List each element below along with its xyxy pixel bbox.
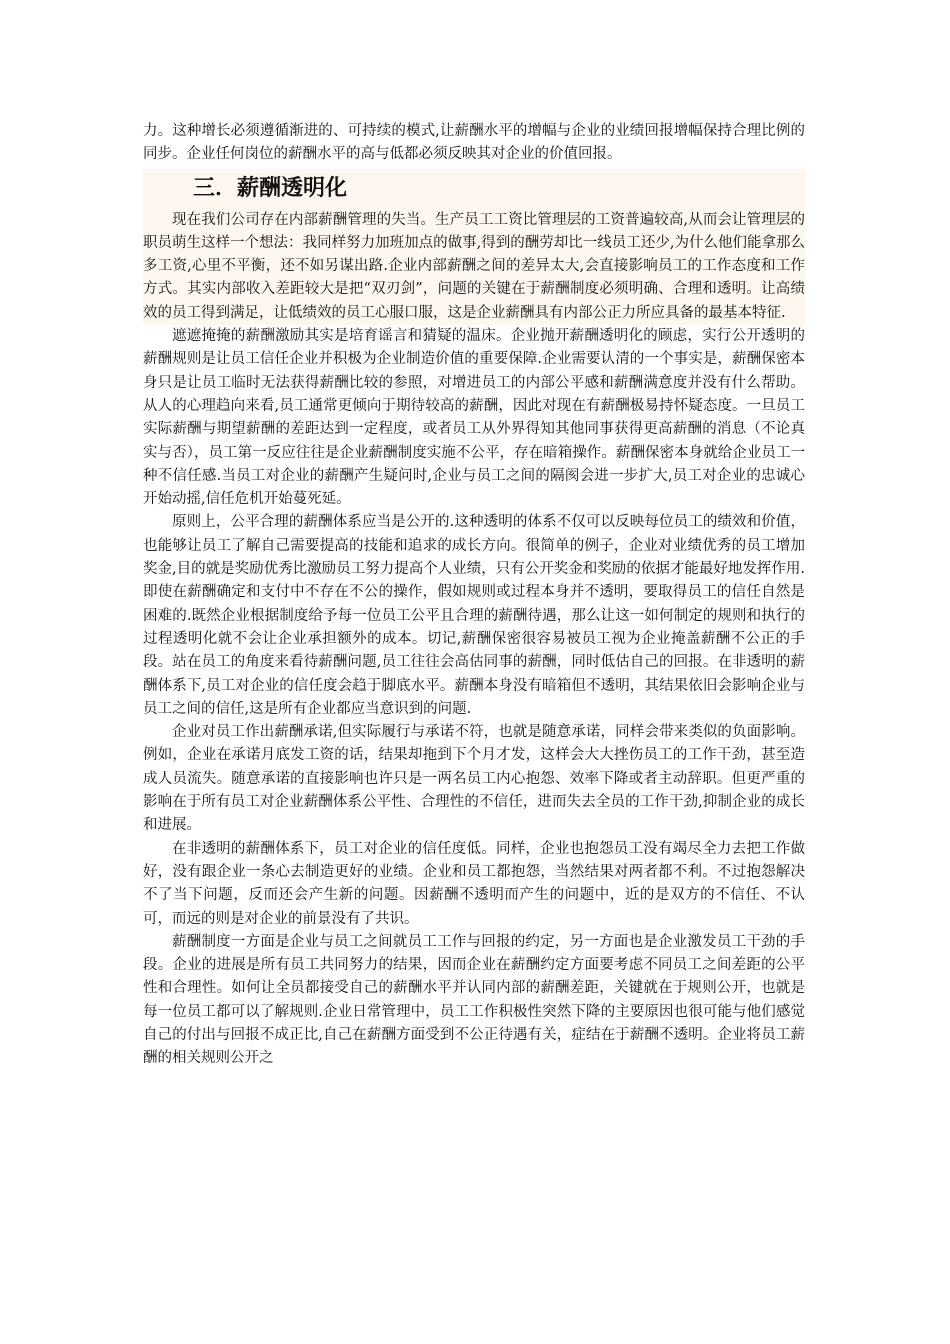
paragraph-1: 现在我们公司存在内部薪酬管理的失当。生产员工工资比管理层的工资普遍较高,从而会让管理层的职员萌生这样一个想法：我同样努力加班加点的做事,得到的酬劳却比一线员工还少,为什么他们能拿那么多工资,心里不平衡，还不如另谋出路.企业内部薪酬之间的差异太大,会直接影响员工的工作态度和工作方式。其实内部收入差距较大是把“双刃剑”，问题的关键在于薪酬制度必须明确、合理和透明。让高绩效的员工得到满足，让低绩效的员工心服口服，这是企业薪酬具有内部公正力所应具备的最基本特征. xyxy=(143,211,805,321)
intro-paragraph: 力。这种增长必须遵循渐进的、可持续的模式,让薪酬水平的增幅与企业的业绩回报增幅保持合理比例的同步。企业任何岗位的薪酬水平的高与低都必须反映其对企业的价值回报。 xyxy=(143,123,805,163)
paragraph-6: 薪酬制度一方面是企业与员工之间就员工工作与回报的约定，另一方面也是企业激发员工干劲的手段。企业的进展是所有员工共同努力的结果，因而企业在薪酬约定方面要考虑不同员工之间差距的公平性和合理性。如何让全员都接受自己的薪酬水平并认同内部的薪酬差距，关键就在于规则公开，也就是每一位员工都可以了解规则.企业日常管理中，员工工作积极性突然下降的主要原因也很可能与他们感觉自己的付出与回报不成正比,自己在薪酬方面受到不公正待遇有关，症结在于薪酬不透明。企业将员工薪酬的相关规则公开之 xyxy=(143,933,805,1067)
paragraph-2: 遮遮掩掩的薪酬激励其实是培育谣言和猜疑的温床。企业抛开薪酬透明化的顾虑，实行公开透明的薪酬规则是让员工信任企业并积极为企业制造价值的重要保障.企业需要认清的一个事实是，薪酬保密本身只是让员工临时无法获得薪酬比较的参照，对增进员工的内部公平感和薪酬满意度并没有什么帮助。从人的心理趋向来看,员工通常更倾向于期待较高的薪酬，因此对现在有薪酬极易持怀疑态度。一旦员工实际薪酬与期望薪酬的差距达到一定程度，或者员工从外界得知其他同事获得更高薪酬的消息（不论真实与否），员工第一反应往往是企业薪酬制度实施不公平，存在暗箱操作。薪酬保密本身就给企业员工一种不信任感.当员工对企业的薪酬产生疑问时,企业与员工之间的隔阂会进一步扩大,员工对企业的忠诚心开始动摇,信任危机开始蔓死延。 xyxy=(143,328,805,508)
paragraph-3: 原则上，公平合理的薪酬体系应当是公开的.这种透明的体系不仅可以反映每位员工的绩效和价值，也能够让员工了解自己需要提高的技能和追求的成长方向。很简单的例子，企业对业绩优秀的员工增加奖金,目的就是奖励优秀比激励员工努力提高个人业绩，只有公开奖金和奖励的依据才能最好地发挥作用.即使在薪酬确定和支付中不存在不公的操作，假如规则或过程本身并不透明，要取得员工的信任自然是困难的.既然企业根据制度给予每一位员工公平且合理的薪酬待遇，那么让这一如何制定的规则和执行的过程透明化就不会让企业承担额外的成本。切记,薪酬保密很容易被员工视为企业掩盖薪酬不公正的手段。站在员工的角度来看待薪酬问题,员工往往会高估同事的薪酬，同时低估自己的回报。在非透明的薪酬体系下,员工对企业的信任度会趋于脚底水平。薪酬本身没有暗箱但不透明，其结果依旧会影响企业与员工之间的信任,这是所有企业都应当意识到的问题. xyxy=(143,514,805,717)
highlighted-section xyxy=(143,169,805,325)
paragraph-5: 在非透明的薪酬体系下，员工对企业的信任度低。同样，企业也抱怨员工没有竭尽全力去把工作做好，没有跟企业一条心去制造更好的业绩。企业和员工都抱怨，当然结果对两者都不利。不过抱怨解决不了当下问题，反而还会产生新的问题。因薪酬不透明而产生的问题中，近的是双方的不信任、不认可，而远的则是对企业的前景没有了共识。 xyxy=(143,840,805,927)
document-body xyxy=(143,120,805,1071)
section-heading: 三．薪酬透明化 xyxy=(193,175,348,201)
paragraph-4: 企业对员工作出薪酬承诺,但实际履行与承诺不符，也就是随意承诺，同样会带来类似的负面影响。例如，企业在承诺月底发工资的话，结果却拖到下个月才发，这样会大大挫伤员工的工作干劲，甚至造成人员流失。随意承诺的直接影响也许只是一两名员工内心抱怨、效率下降或者主动辞职。但更严重的影响在于所有员工对企业薪酬体系公平性、合理性的不信任，进而失去全员的工作干劲,抑制企业的成长和进展。 xyxy=(143,724,805,834)
